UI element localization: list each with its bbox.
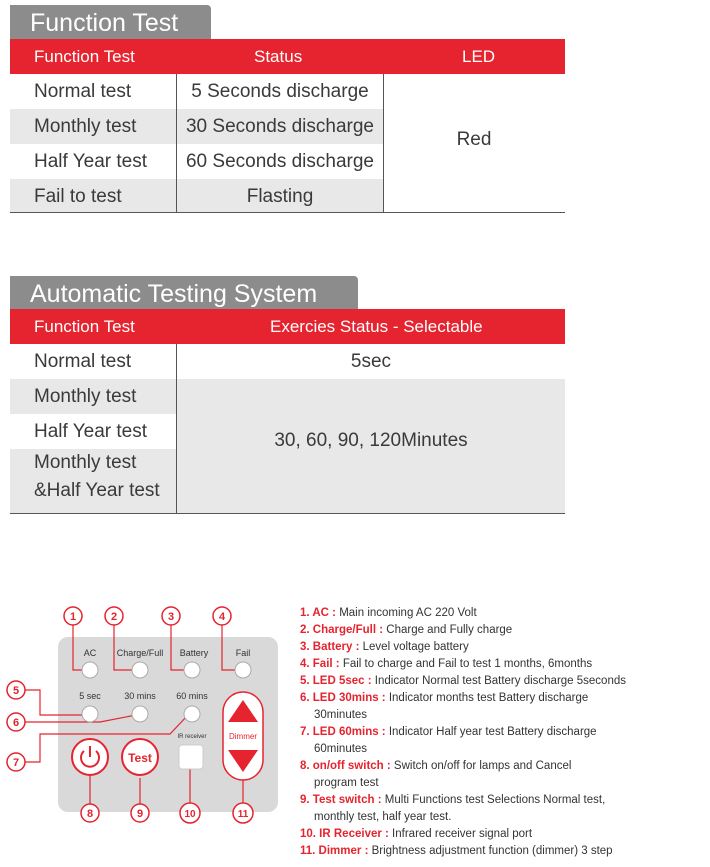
legend-text: Multi Functions test Selections Normal test, xyxy=(381,794,606,806)
legend-text: Level voltage battery xyxy=(359,641,469,653)
ac-led xyxy=(82,662,98,678)
callout-label: 8 xyxy=(86,808,94,820)
legend-continuation xyxy=(300,707,700,724)
table-header xyxy=(10,39,565,74)
legend-key: 2. Charge/Full : xyxy=(300,624,384,636)
thirty-mins-led xyxy=(132,706,148,722)
legend-text: Infrared receiver signal port xyxy=(388,828,533,840)
five-sec-led xyxy=(82,706,98,722)
callout-label: 4 xyxy=(218,611,226,623)
charge-label: Charge/Full xyxy=(116,648,164,658)
legend-item xyxy=(300,826,700,843)
callout-label: 2 xyxy=(110,611,118,623)
legend-key: 6. LED 30mins : xyxy=(300,692,386,704)
legend-continuation xyxy=(300,741,700,758)
sixty-mins-label: 60 mins xyxy=(176,691,208,701)
header-exercise-status: Exercies Status - Selectable xyxy=(270,317,483,336)
legend-key: 10. IR Receiver : xyxy=(300,828,389,840)
callout-label: 11 xyxy=(237,809,249,820)
header-function-test: Function Test xyxy=(34,317,135,336)
legend-text: Main incoming AC 220 Volt xyxy=(336,607,477,619)
legend-continuation xyxy=(300,809,700,826)
table-row-function: Normal test xyxy=(34,81,132,102)
legend-text: Fail to charge and Fail to test 1 months, 6months xyxy=(339,658,593,670)
legend-text: Indicator Normal test Battery discharge 5seconds xyxy=(371,675,626,687)
legend-text: 60minutes xyxy=(314,743,368,755)
table-row-function: Monthly test xyxy=(34,452,137,473)
table-row-function: Fail to test xyxy=(34,186,122,207)
table-row-status: 60 Seconds discharge xyxy=(185,151,374,172)
function-test-tab: Function Test xyxy=(10,5,211,39)
battery-label: Battery xyxy=(179,648,209,658)
thirty-mins-label: 30 mins xyxy=(124,691,156,701)
legend-item xyxy=(300,605,700,622)
ir-receiver-label: IR receiver xyxy=(177,734,207,740)
legend-list xyxy=(300,605,700,860)
legend-continuation xyxy=(300,775,700,792)
legend-item xyxy=(300,622,700,639)
table-row-function: Monthly test xyxy=(34,116,137,137)
fail-led xyxy=(235,662,251,678)
control-panel-diagram xyxy=(0,600,300,860)
normal-value: 5sec xyxy=(350,351,392,372)
legend-text: 30minutes xyxy=(314,709,368,721)
function-test-table xyxy=(10,39,565,213)
table-row-status: 5 Seconds discharge xyxy=(191,81,369,102)
table-row-function: &Half Year test xyxy=(34,480,160,501)
table-row-function: Half Year test xyxy=(34,151,148,172)
legend-text: Indicator Half year test Battery discharge xyxy=(385,726,597,738)
battery-led xyxy=(184,662,200,678)
legend-text: Brightness adjustment function (dimmer) 3 step xyxy=(368,845,613,857)
legend-text: program test xyxy=(314,777,379,789)
charge-led xyxy=(132,662,148,678)
table-header xyxy=(10,309,565,344)
callout-label: 5 xyxy=(12,685,20,697)
callout-label: 1 xyxy=(69,611,77,623)
legend-item xyxy=(300,656,700,673)
legend-item xyxy=(300,792,700,809)
table-row-status: Flasting xyxy=(246,186,314,207)
header-status: Status xyxy=(254,47,303,66)
legend-item xyxy=(300,690,700,707)
legend-key: 11. Dimmer : xyxy=(300,845,369,857)
dimmer-label: Dimmer xyxy=(229,732,257,741)
header-led: LED xyxy=(462,47,496,66)
sixty-mins-led xyxy=(184,706,200,722)
legend-text: Charge and Fully charge xyxy=(383,624,513,636)
table-row-function: Normal test xyxy=(34,351,132,372)
five-sec-label: 5 sec xyxy=(79,691,101,701)
ac-label: AC xyxy=(83,648,97,658)
legend-key: 7. LED 60mins : xyxy=(300,726,386,738)
led-value: Red xyxy=(456,129,492,150)
legend-item xyxy=(300,758,700,775)
legend-key: 8. on/off switch : xyxy=(300,760,391,772)
legend-text: Switch on/off for lamps and Cancel xyxy=(390,760,572,772)
legend-item xyxy=(300,843,700,860)
callout-label: 10 xyxy=(184,809,196,820)
legend-item xyxy=(300,724,700,741)
legend-key: 1. AC : xyxy=(300,607,336,619)
callout-label: 6 xyxy=(12,717,20,729)
legend-key: 4. Fail : xyxy=(300,658,340,670)
merged-value: 30, 60, 90, 120Minutes xyxy=(274,430,468,451)
legend-key: 3. Battery : xyxy=(300,641,360,653)
legend-text: Indicator months test Battery discharge xyxy=(385,692,589,704)
legend-key: 9. Test switch : xyxy=(300,794,382,806)
table-row-status: 30 Seconds discharge xyxy=(185,116,374,137)
fail-label: Fail xyxy=(235,648,251,658)
header-function-test: Function Test xyxy=(34,47,135,66)
table-row-function: Half Year test xyxy=(34,421,148,442)
automatic-testing-tab: Automatic Testing System xyxy=(10,276,358,310)
callout-label: 7 xyxy=(12,757,20,769)
ir-receiver xyxy=(179,745,203,769)
legend-key: 5. LED 5sec : xyxy=(300,675,372,687)
callout-label: 3 xyxy=(167,611,175,623)
legend-text: monthly test, half year test. xyxy=(314,811,452,823)
legend-item xyxy=(300,639,700,656)
table-row-function: Monthly test xyxy=(34,386,137,407)
test-button-label: Test xyxy=(128,751,152,765)
legend-item xyxy=(300,673,700,690)
divider xyxy=(10,513,565,514)
callout-label: 9 xyxy=(136,808,144,820)
automatic-testing-table xyxy=(10,309,565,515)
